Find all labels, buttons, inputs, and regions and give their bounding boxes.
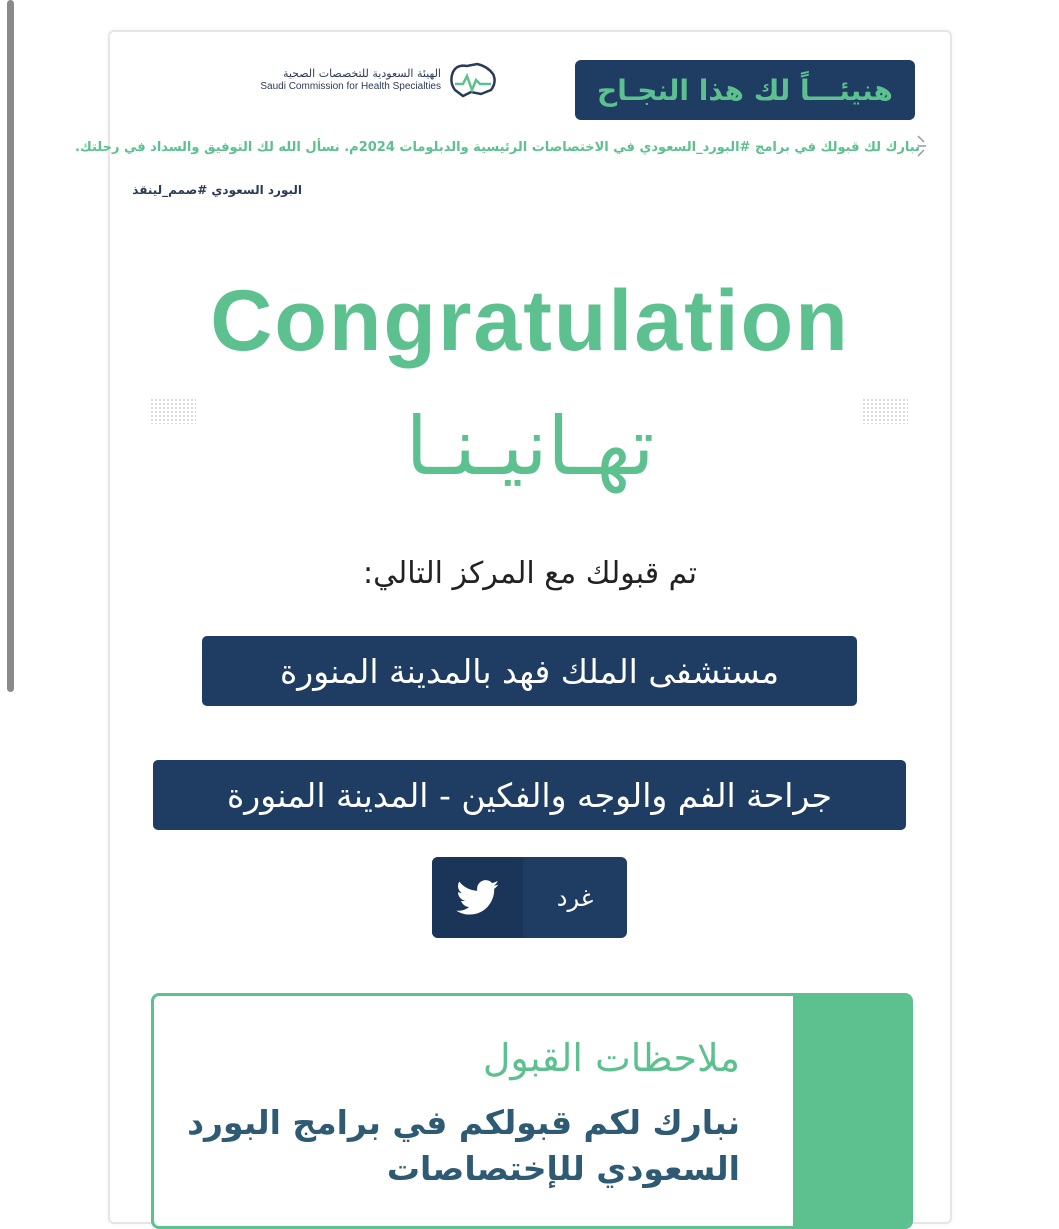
scfhs-logo-icon — [447, 60, 499, 100]
congratulations-message: نبارك لك قبولك في برامج #البورد_السعودي في الاختصاصات الرئيسية والدبلومات 2024م. نسأل الله لك التوفيق والسداد في رحلتك. — [74, 140, 920, 155]
accepted-with-label: تم قبولك مع المركز التالي: — [363, 556, 697, 591]
page-scrollbar[interactable] — [7, 0, 14, 692]
scfhs-logo — [260, 60, 499, 100]
notes-accent-bar — [793, 996, 910, 1226]
tweet-button-label[interactable]: غرد — [556, 883, 594, 912]
logo-english-text: Saudi Commission for Health Specialties — [260, 80, 441, 92]
success-banner: هنيئـــاً لك هذا النجـاح — [575, 60, 915, 120]
twitter-bird-icon — [456, 880, 500, 916]
tweet-button[interactable] — [432, 857, 627, 938]
acceptance-notes-panel — [151, 993, 913, 1229]
congratulation-heading: Congratulation — [210, 273, 850, 369]
notes-text: نبارك لكم قبولكم في برامج البورد السعودي للإختصاصات — [187, 1103, 740, 1188]
training-center-badge: مستشفى الملك فهد بالمدينة المنورة — [202, 636, 857, 706]
congratulation-arabic-heading: تهـانيـنـا — [405, 400, 655, 493]
logo-arabic-text: الهيئة السعودية للتخصصات الصحية — [282, 66, 441, 80]
notes-title: ملاحظات القبول — [482, 1036, 740, 1080]
tweet-icon-area[interactable] — [432, 857, 523, 938]
hashtag-text: البورد السعودي #صمم_لينقذ — [132, 183, 302, 197]
program-badge: جراحة الفم والوجه والفكين - المدينة المنورة — [153, 760, 906, 830]
